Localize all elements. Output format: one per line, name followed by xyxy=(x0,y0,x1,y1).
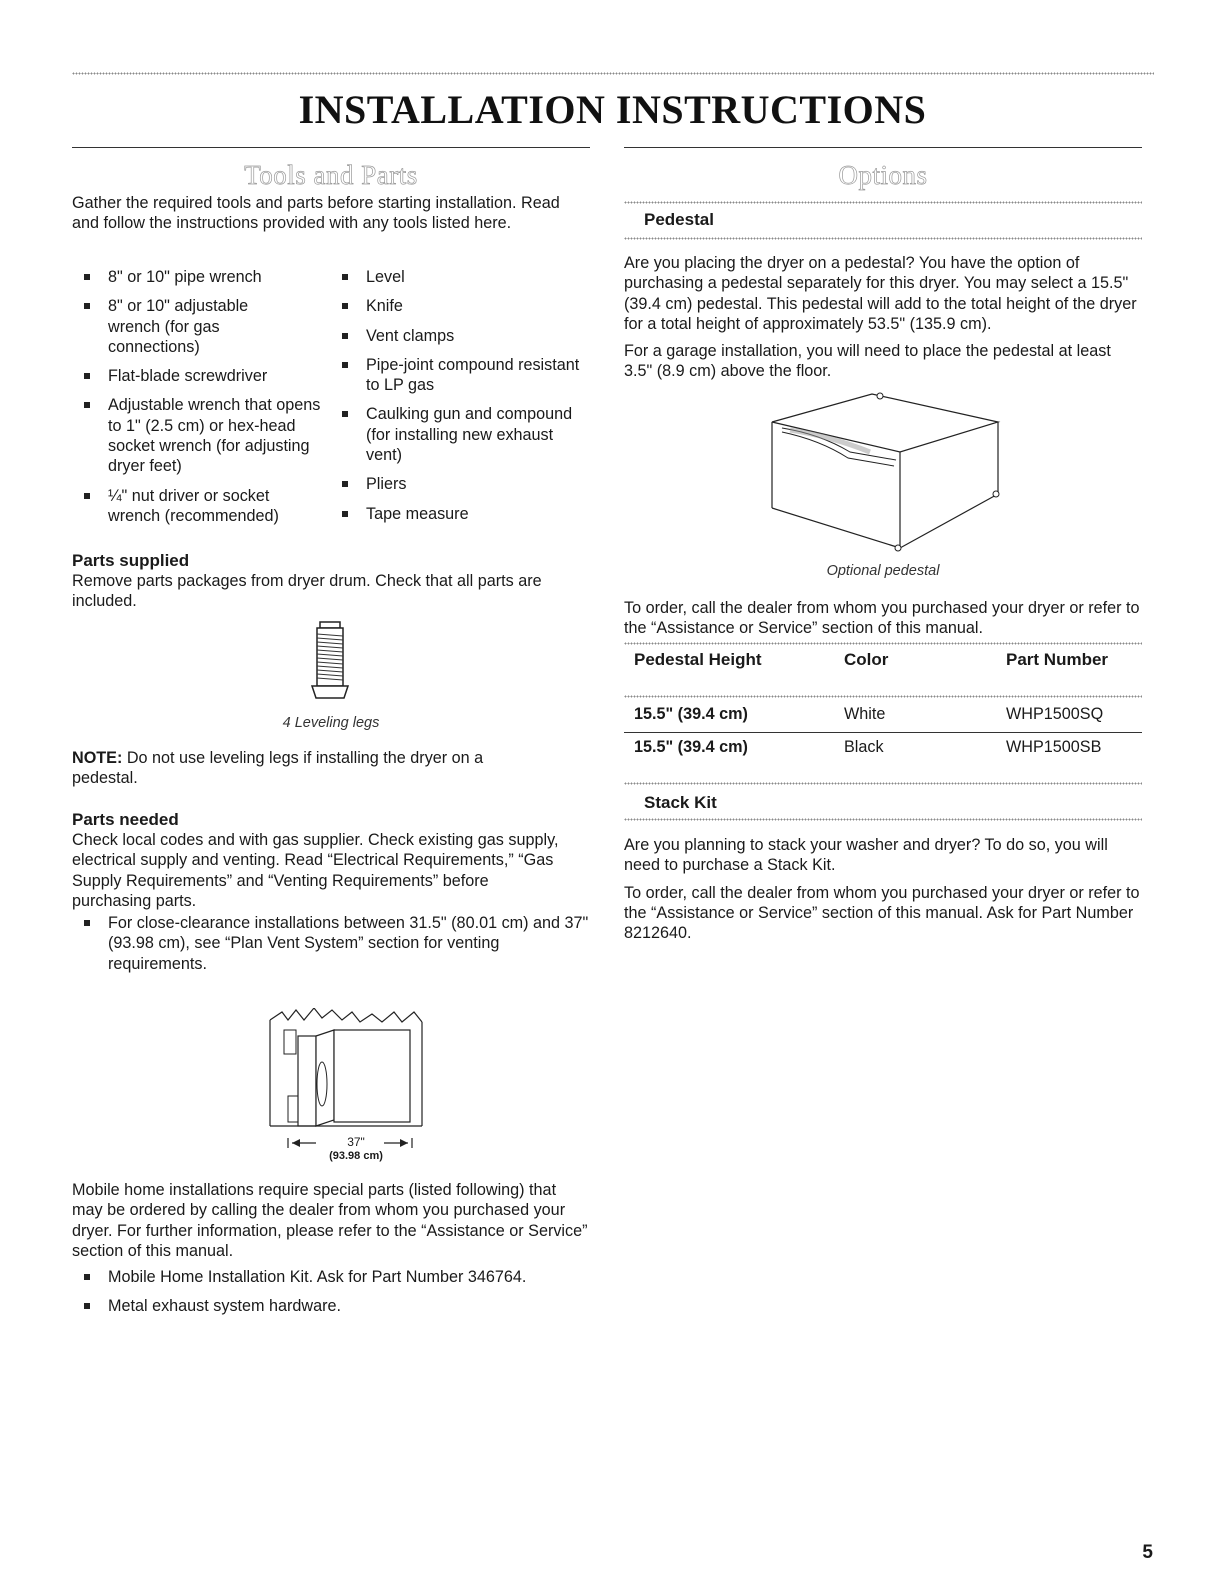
table-row-rule xyxy=(624,732,1142,733)
pedestal-image xyxy=(760,390,1010,554)
pedestal-table xyxy=(624,650,1142,690)
section-title-options: Options xyxy=(838,160,928,190)
list-item: Adjustable wrench that opens to 1" (2.5 cm) or hex-head socket wrench (for adjusting dryer feet) xyxy=(72,395,322,476)
stack-kit-text-1: Are you planning to stack your washer and dryer? To do so, you will need to purchase a Stack Kit. xyxy=(624,836,1108,875)
dotted-rule xyxy=(624,782,1142,785)
table-cell: Black xyxy=(844,738,884,756)
list-item: Flat-blade screwdriver xyxy=(72,366,322,386)
column-header: Pedestal Height xyxy=(634,650,762,669)
mobile-home-text: Mobile home installations require special parts (listed following) that may be ordered by calling the dealer from whom you purchased your dryer. For further information, please refer to the “Assistance or Service” section of this manual. xyxy=(72,1181,588,1260)
options-section xyxy=(624,160,1142,191)
note xyxy=(72,748,542,789)
parts-supplied-text: Remove parts packages from dryer drum. Check that all parts are included. xyxy=(72,572,542,611)
dimension-metric: (93.98 cm) xyxy=(329,1150,383,1162)
dotted-rule xyxy=(624,237,1142,240)
table-body xyxy=(624,737,1142,763)
pedestal-caption: Optional pedestal xyxy=(826,563,940,579)
section-rule-right xyxy=(624,147,1142,148)
parts-table xyxy=(624,650,1142,690)
dimension-label: 37" xyxy=(347,1135,365,1149)
list-item: Level xyxy=(330,267,590,287)
dotted-rule xyxy=(624,818,1142,821)
list-item: ¼" nut driver or socket wrench (recommended) xyxy=(72,486,322,527)
parts-needed-section xyxy=(72,810,590,974)
list-item: Knife xyxy=(330,296,590,316)
pedestal-text-1: Are you placing the dryer on a pedestal? You have the option of purchasing a pedestal separately for this dryer. You may select a 15.5" (39.4 cm) pedestal. This pedestal will add to the total height of the dryer for a total height of approximately 53.5" (135.9 cm). xyxy=(624,254,1137,333)
tools-list-right xyxy=(330,267,590,524)
section-title-tools: Tools and Parts xyxy=(244,160,418,190)
stack-kit-text-2: To order, call the dealer from whom you purchased your dryer or refer to the “Assistance or Service” section of this manual. Ask for Part Number 8212640. xyxy=(624,883,1140,943)
pedestal-table-body-2 xyxy=(624,737,1142,763)
table-cell: 15.5" (39.4 cm) xyxy=(634,705,748,723)
tools-list-left xyxy=(72,267,322,526)
page-title: INSTALLATION INSTRUCTIONS xyxy=(298,87,927,132)
leveling-leg-image xyxy=(308,618,352,704)
leveling-legs-caption: 4 Leveling legs xyxy=(282,715,380,731)
pedestal-order-text: To order, call the dealer from whom you purchased your dryer or refer to the “Assistance or Service” section of this manual. xyxy=(624,599,1140,638)
column-header: Part Number xyxy=(1006,650,1109,669)
list-item: Pliers xyxy=(330,474,590,494)
table-row xyxy=(624,737,1142,763)
table-cell: 15.5" (39.4 cm) xyxy=(634,738,748,756)
mobile-home-list xyxy=(72,1267,590,1317)
list-item: Caulking gun and compound (for installing new exhaust vent) xyxy=(330,404,590,465)
note-text: Do not use leveling legs if installing the dryer on a pedestal. xyxy=(72,749,484,788)
page-number: 5 xyxy=(1142,1542,1153,1563)
mobile-home-section xyxy=(72,1180,590,1317)
tools-section xyxy=(72,160,590,234)
pedestal-text-block xyxy=(624,253,1142,382)
dotted-rule xyxy=(624,642,1142,645)
list-item: Pipe-joint compound resistant to LP gas xyxy=(330,355,590,396)
column-header: Color xyxy=(844,650,889,669)
note-label: NOTE: xyxy=(72,749,123,767)
parts-supplied-heading: Parts supplied xyxy=(72,551,190,570)
list-item: Tape measure xyxy=(330,504,590,524)
table-cell: WHP1500SB xyxy=(1006,738,1102,756)
parts-needed-list xyxy=(72,913,590,974)
top-dotted-rule xyxy=(72,72,1154,75)
table-row xyxy=(624,704,1142,730)
list-item: 8" or 10" adjustable wrench (for gas connections) xyxy=(72,296,322,357)
parts-needed-heading: Parts needed xyxy=(72,810,179,829)
pedestal-table-body xyxy=(624,704,1142,730)
table-cell: WHP1500SQ xyxy=(1006,705,1104,723)
list-item: Vent clamps xyxy=(330,326,590,346)
table-header-row xyxy=(624,650,1142,690)
list-item: Mobile Home Installation Kit. Ask for Part Number 346764. xyxy=(72,1267,590,1287)
stack-kit-heading: Stack Kit xyxy=(644,793,717,812)
tools-intro: Gather the required tools and parts before starting installation. Read and follow the instructions provided with any tools listed here. xyxy=(72,194,560,233)
pedestal-heading: Pedestal xyxy=(644,210,714,229)
parts-supplied-section xyxy=(72,551,590,612)
dotted-rule xyxy=(624,201,1142,204)
pedestal-text-2: For a garage installation, you will need to place the pedestal at least 3.5" (8.9 cm) above the floor. xyxy=(624,342,1111,381)
list-item: 8" or 10" pipe wrench xyxy=(72,267,322,287)
stack-kit-text-block xyxy=(624,835,1142,943)
table-body xyxy=(624,704,1142,730)
section-rule-left xyxy=(72,147,590,148)
dotted-rule xyxy=(624,695,1142,698)
list-item: Metal exhaust system hardware. xyxy=(72,1296,590,1316)
list-item: For close-clearance installations between 31.5" (80.01 cm) and 37" (93.98 cm), see “Plan Vent System” section for venting requirements. xyxy=(72,913,590,974)
parts-needed-text: Check local codes and with gas supplier. Check existing gas supply, electrical supply and venting. Read “Electrical Requirements,” “Gas Supply Requirements” and “Venting Requirements” before purchasing parts. xyxy=(72,831,559,910)
table-cell: White xyxy=(844,705,886,723)
